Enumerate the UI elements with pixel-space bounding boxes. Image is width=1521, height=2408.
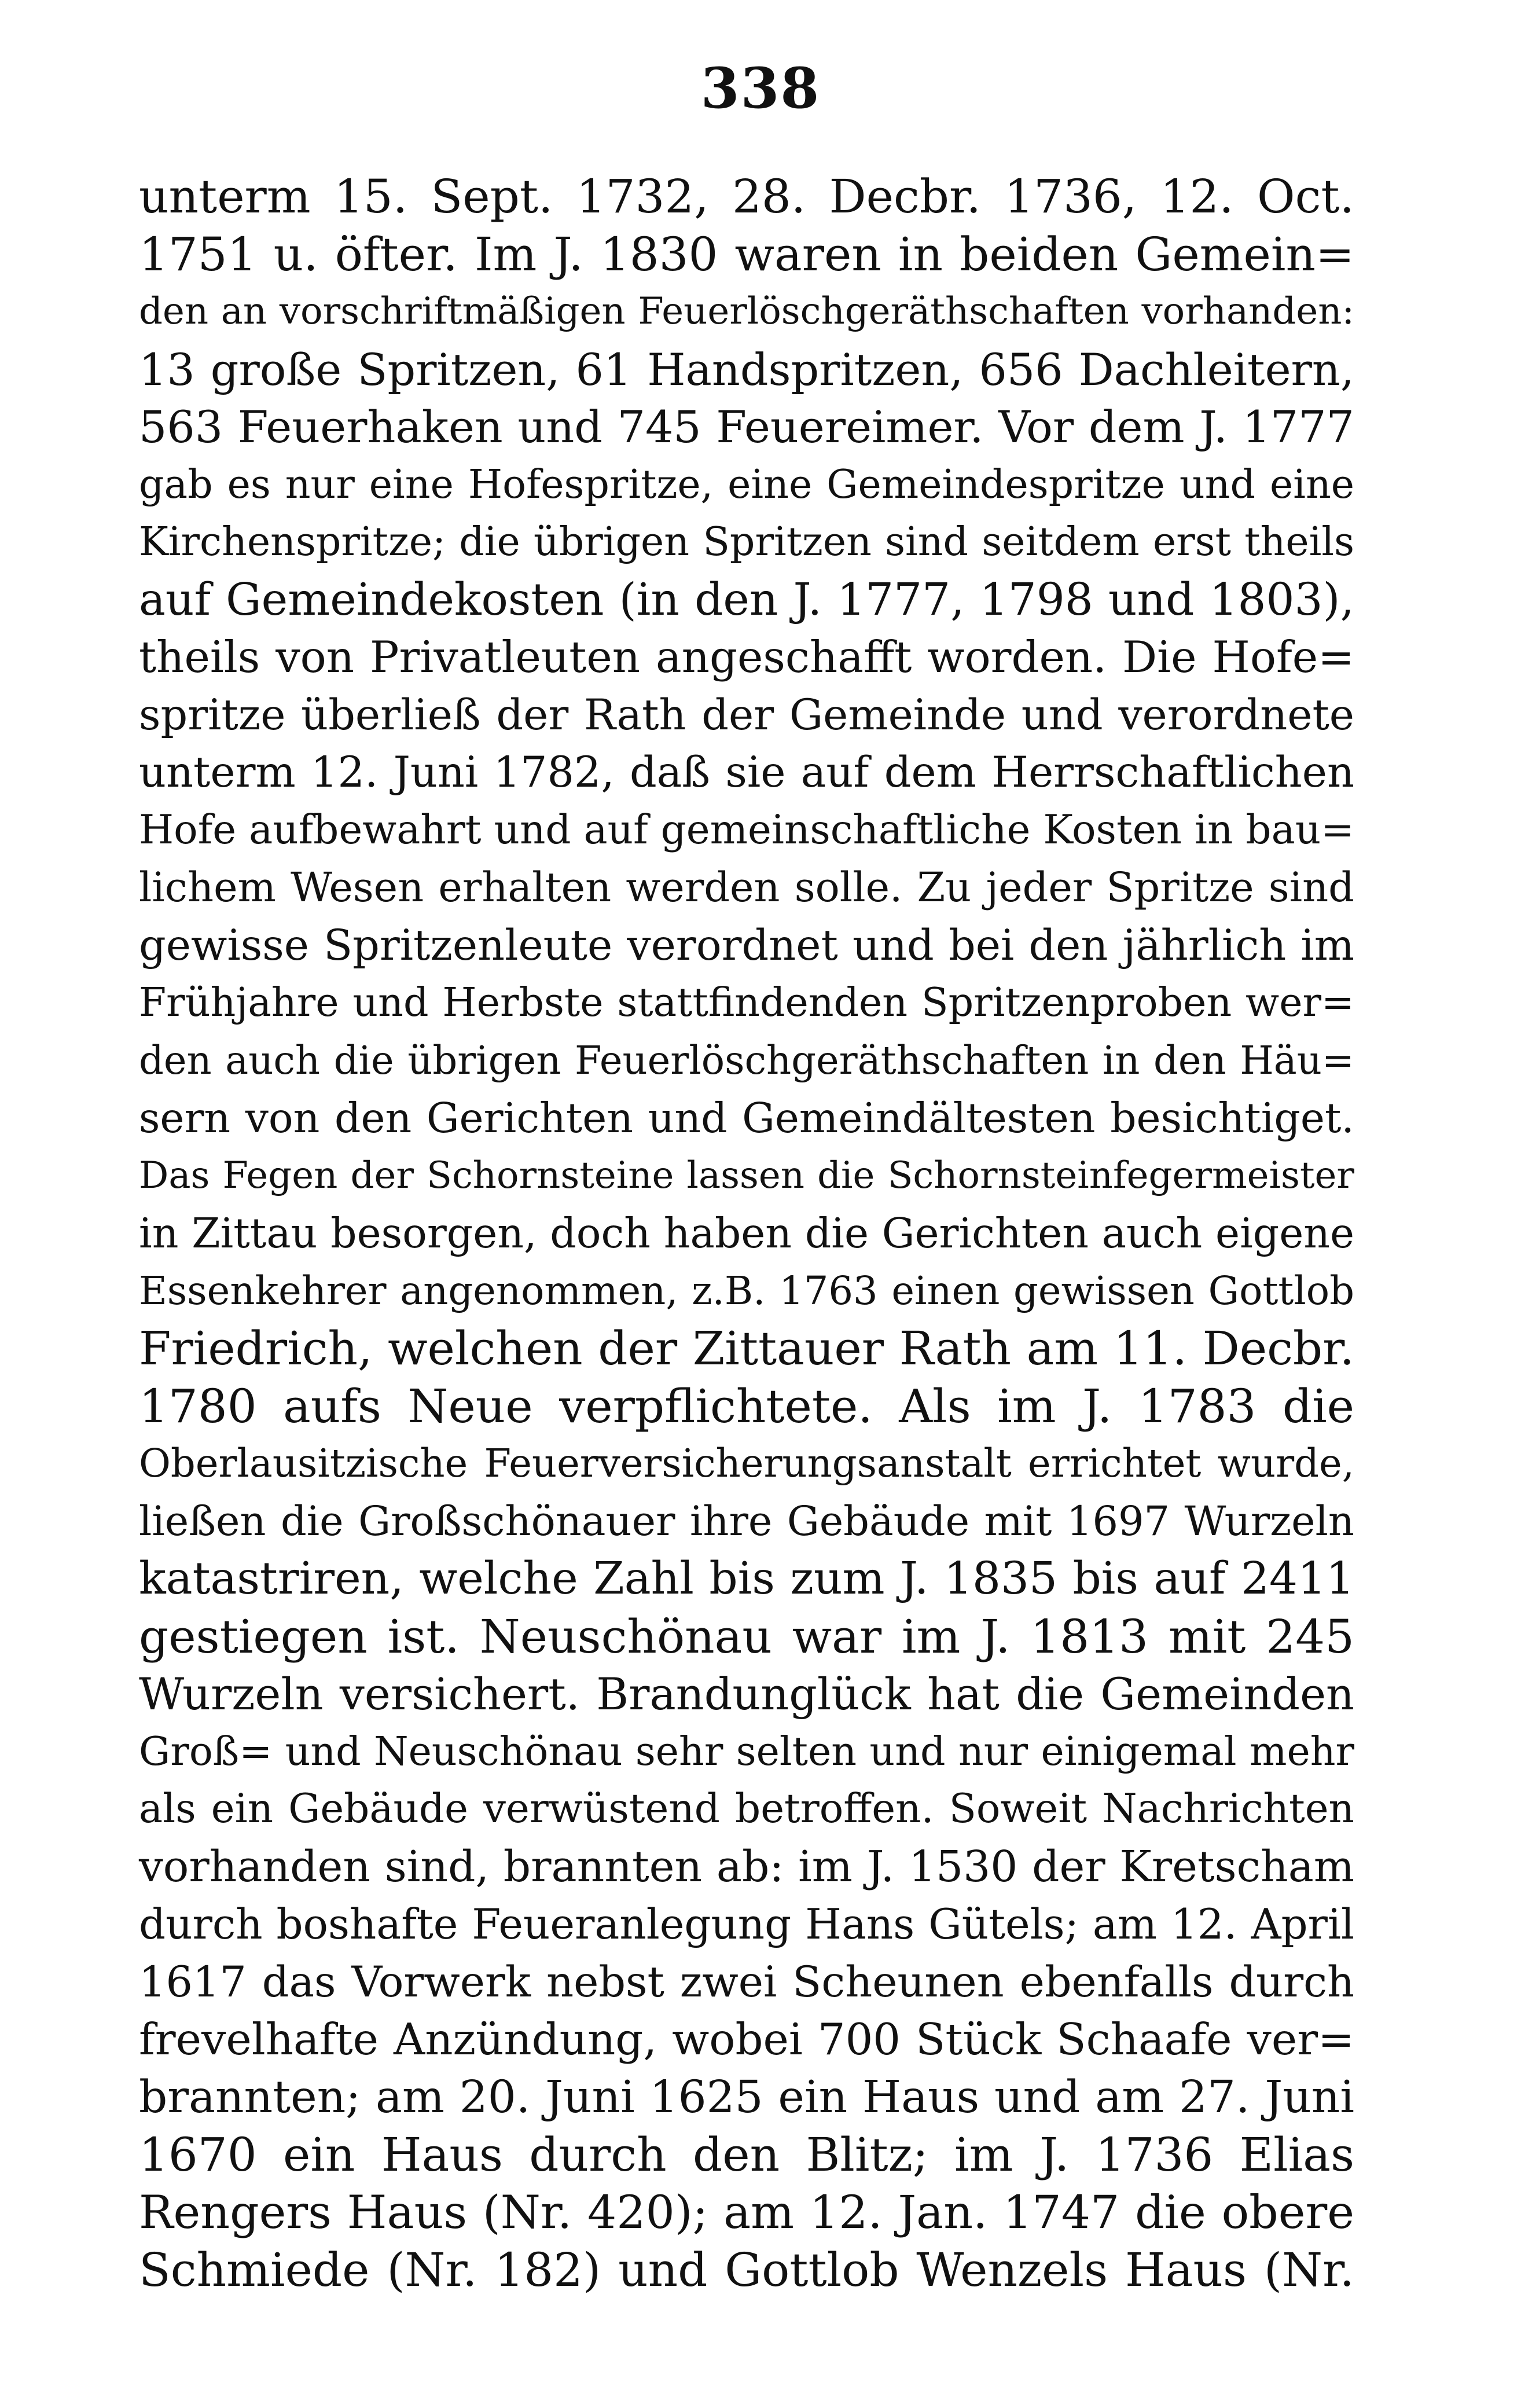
- body-text: [139, 168, 1354, 2299]
- text-line: Das Fegen der Schornsteine lassen die Schornsteinfegermeister: [139, 1154, 1354, 1197]
- text-line: theils von Privatleuten angeschafft worden. Die Hofe=: [139, 632, 1354, 682]
- text-line: gab es nur eine Hofespritze, eine Gemeindespritze und eine: [139, 461, 1354, 508]
- text-line: Hofe aufbewahrt und auf gemeinschaftliche Kosten in bau=: [139, 806, 1354, 853]
- text-line: 1780 aufs Neue verpflichtete. Als im J. 1783 die: [139, 1379, 1354, 1433]
- text-line: 13 große Spritzen, 61 Handspritzen, 656 Dachleitern,: [139, 343, 1354, 395]
- text-line: Schmiede (Nr. 182) und Gottlob Wenzels Haus (Nr.: [139, 2243, 1354, 2297]
- text-line: gestiegen ist. Neuschönau war im J. 1813 mit 245: [139, 1609, 1354, 1664]
- text-line: frevelhafte Anzündung, wobei 700 Stück Schaafe ver=: [139, 2014, 1354, 2065]
- text-line: als ein Gebäude verwüstend betroffen. Soweit Nachrichten: [139, 1786, 1354, 1832]
- text-line: Friedrich, welchen der Zittauer Rath am 11. Decbr.: [139, 1322, 1354, 1375]
- text-line: 563 Feuerhaken und 745 Feuereimer. Vor dem J. 1777: [139, 401, 1354, 453]
- text-line: sern von den Gerichten und Gemeindältesten besichtiget.: [139, 1094, 1354, 1142]
- text-line: 1617 das Vorwerk nebst zwei Scheunen ebenfalls durch: [139, 1957, 1354, 2007]
- text-line: spritze überließ der Rath der Gemeinde und verordnete: [139, 690, 1354, 740]
- text-line: Frühjahre und Herbste stattfindenden Spritzenproben wer=: [139, 980, 1354, 1026]
- text-line: Essenkehrer angenommen, z.B. 1763 einen gewissen Gottlob: [139, 1268, 1354, 1313]
- text-line: Kirchenspritze; die übrigen Spritzen sind seitdem erst theils: [139, 519, 1354, 565]
- text-line: 1670 ein Haus durch den Blitz; im J. 1736 Elias: [139, 2128, 1354, 2182]
- text-line: unterm 15. Sept. 1732, 28. Decbr. 1736, 12. Oct.: [139, 170, 1354, 223]
- text-line: vorhanden sind, brannten ab: im J. 1530 der Kretscham: [139, 1841, 1354, 1892]
- text-line: katastriren, welche Zahl bis zum J. 1835 bis auf 2411: [139, 1553, 1354, 1605]
- text-line: unterm 12. Juni 1782, daß sie auf dem Herrschaftlichen: [139, 748, 1354, 797]
- text-line: Rengers Haus (Nr. 420); am 12. Jan. 1747 die obere: [139, 2185, 1354, 2239]
- text-line: auf Gemeindekosten (in den J. 1777, 1798 und 1803),: [139, 574, 1354, 626]
- text-line: Wurzeln versichert. Brandunglück hat die Gemeinden: [139, 1668, 1354, 1720]
- text-line: 1751 u. öfter. Im J. 1830 waren in beiden Gemein=: [139, 227, 1354, 281]
- text-line: in Zittau besorgen, doch haben die Gerichten auch eigene: [139, 1209, 1354, 1257]
- text-line: gewisse Spritzenleute verordnet und bei den jährlich im: [139, 920, 1354, 970]
- text-line: brannten; am 20. Juni 1625 ein Haus und am 27. Juni: [139, 2071, 1354, 2123]
- text-line: den auch die übrigen Feuerlöschgeräthschaften in den Häu=: [139, 1037, 1354, 1083]
- text-line: Oberlausitzische Feuerversicherungsanstalt errichtet wurde,: [139, 1441, 1354, 1486]
- text-line: durch boshafte Feueranlegung Hans Gütels; am 12. April: [139, 1900, 1354, 1948]
- text-line: ließen die Großschönauer ihre Gebäude mit 1697 Wurzeln: [139, 1497, 1354, 1545]
- text-line: lichem Wesen erhalten werden solle. Zu jeder Spritze sind: [139, 864, 1354, 911]
- text-line: den an vorschriftmäßigen Feuerlöschgeräthschaften vorhanden:: [139, 290, 1354, 333]
- page-number: 338: [700, 56, 821, 121]
- text-line: Groß= und Neuschönau sehr selten und nur einigemal mehr: [139, 1728, 1354, 1775]
